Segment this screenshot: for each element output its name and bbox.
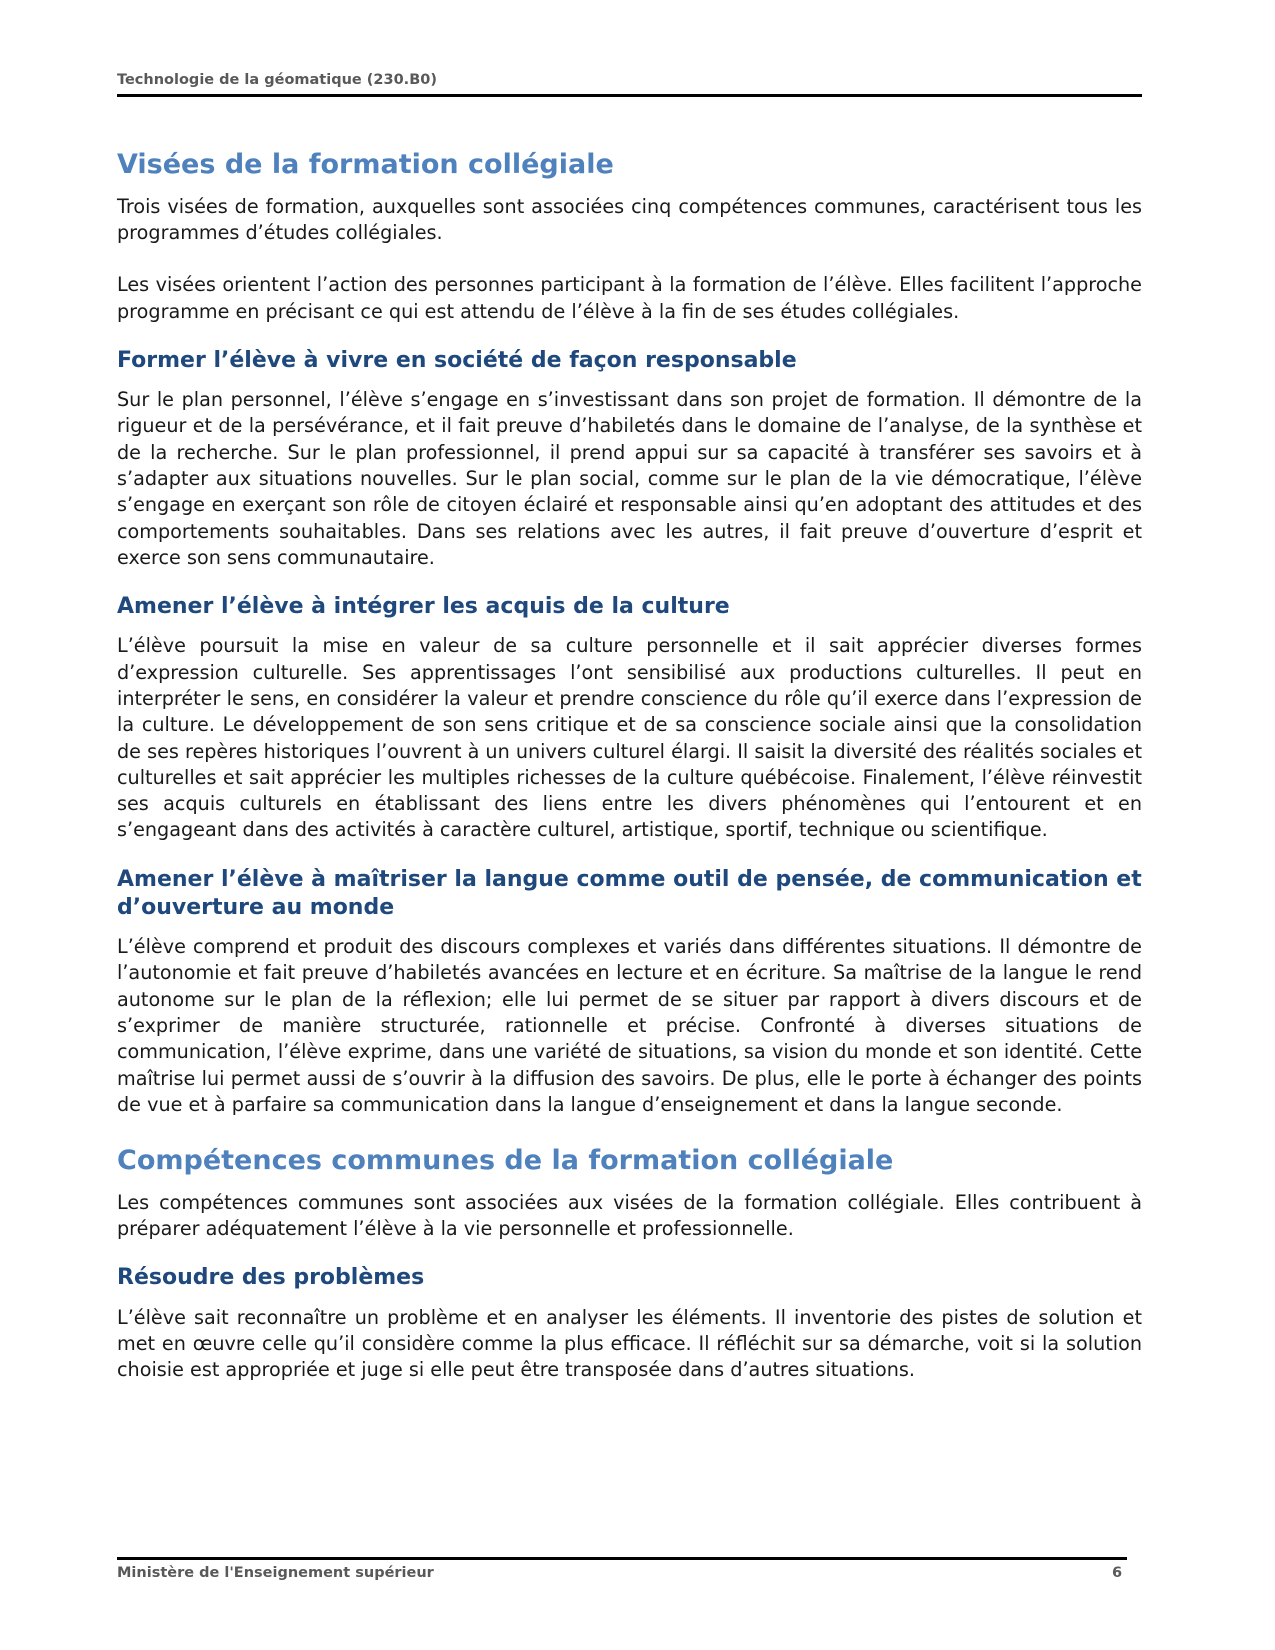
heading-culture: Amener l’élève à intégrer les acquis de la culture [117,594,730,620]
paragraph-culture: L’élève poursuit la mise en valeur de sa culture personnelle et il sait apprécier diverses formes d’expression culturelle. Ses apprentissages l’ont sensibilisé aux productions culturelles. Il peut en interpréter le sens, en considérer la valeur et prendre conscience du rôle qu’il exerce dans l’expression de la culture. Le développement de son sens critique et de sa conscience sociale ainsi que la consolidation de ses repères historiques l’ouvrent à un univers culturel élargi. Il saisit la diversité des réalités sociales et culturelles et sait apprécier les multiples richesses de la culture québécoise. Finalement, l’élève réinvestit ses acquis culturels en établissant des liens entre les divers phénomènes qui l’entourent et en s’engageant dans des activités à caractère culturel, artistique, sportif, technique ou scientifique. [117,634,1142,842]
paragraph-societe: Sur le plan personnel, l’élève s’engage en s’investissant dans son projet de formation. Il démontre de la rigueur et de la persévérance, et il fait preuve d’habiletés dans le domaine de l’analyse, de la synthèse et de la recherche. Sur le plan professionnel, il prend appui sur sa capacité à transférer ses savoirs et à s’adapter aux situations nouvelles. Sur le plan social, comme sur le plan de la vie démocratique, l’élève s’engage en exerçant son rôle de citoyen éclairé et responsable ainsi qu’en adoptant des attitudes et des comportements souhaitables. Dans ses relations avec les autres, il fait preuve d’ouverture d’esprit et exerce son sens communautaire. [117,388,1142,569]
heading-societe: Former l’élève à vivre en société de façon responsable [117,347,797,373]
heading-visees: Visées de la formation collégiale [117,149,614,180]
paragraph-problemes: L’élève sait reconnaître un problème et en analyser les éléments. Il inventorie des pistes de solution et met en œuvre celle qu’il considère comme la plus efficace. Il réfléchit sur sa démarche, voit si la solution choisie est appropriée et juge si elle peut être transposée dans d’autres situations. [117,1305,1142,1382]
page-content [117,148,1142,1383]
heading-langue: Amener l’élève à maîtriser la langue comme outil de pensée, de communication et d’ouverture au monde [117,866,1142,920]
footer-rule [117,1557,1127,1560]
paragraph-langue: L’élève comprend et produit des discours complexes et variés dans différentes situations. Il démontre de l’autonomie et fait preuve d’habiletés avancées en lecture et en écriture. Sa maîtrise de la langue le rend autonome sur le plan de la réflexion; elle lui permet de se situer par rapport à divers discours et de s’exprimer de manière structurée, rationnelle et précise. Confronté à diverses situations de communication, l’élève exprime, dans une variété de situations, sa vision du monde et son identité. Cette maîtrise lui permet aussi de s’ouvrir à la diffusion des savoirs. De plus, elle le porte à échanger des points de vue et à parfaire sa communication dans la langue d’enseignement et dans la langue seconde. [117,935,1142,1116]
page-number: 6 [1112,1565,1123,1581]
heading-competences: Compétences communes de la formation collégiale [117,1145,894,1177]
footer-publisher: Ministère de l'Enseignement supérieur [117,1565,434,1581]
paragraph-competences: Les compétences communes sont associées aux visées de la formation collégiale. Elles contribuent à préparer adéquatement l’élève à la vie personnelle et professionnelle. [117,1190,1142,1241]
paragraph-visees-1: Trois visées de formation, auxquelles sont associées cinq compétences communes, caractérisent tous les programmes d’études collégiales. [117,194,1142,245]
heading-problemes: Résoudre des problèmes [117,1265,425,1291]
header-rule [117,94,1142,97]
paragraph-visees-2: Les visées orientent l’action des personnes participant à la formation de l’élève. Elles facilitent l’approche programme en précisant ce qui est attendu de l’élève à la fin de ses études collégiales. [117,273,1142,323]
running-header: Technologie de la géomatique (230.B0) [117,72,437,88]
